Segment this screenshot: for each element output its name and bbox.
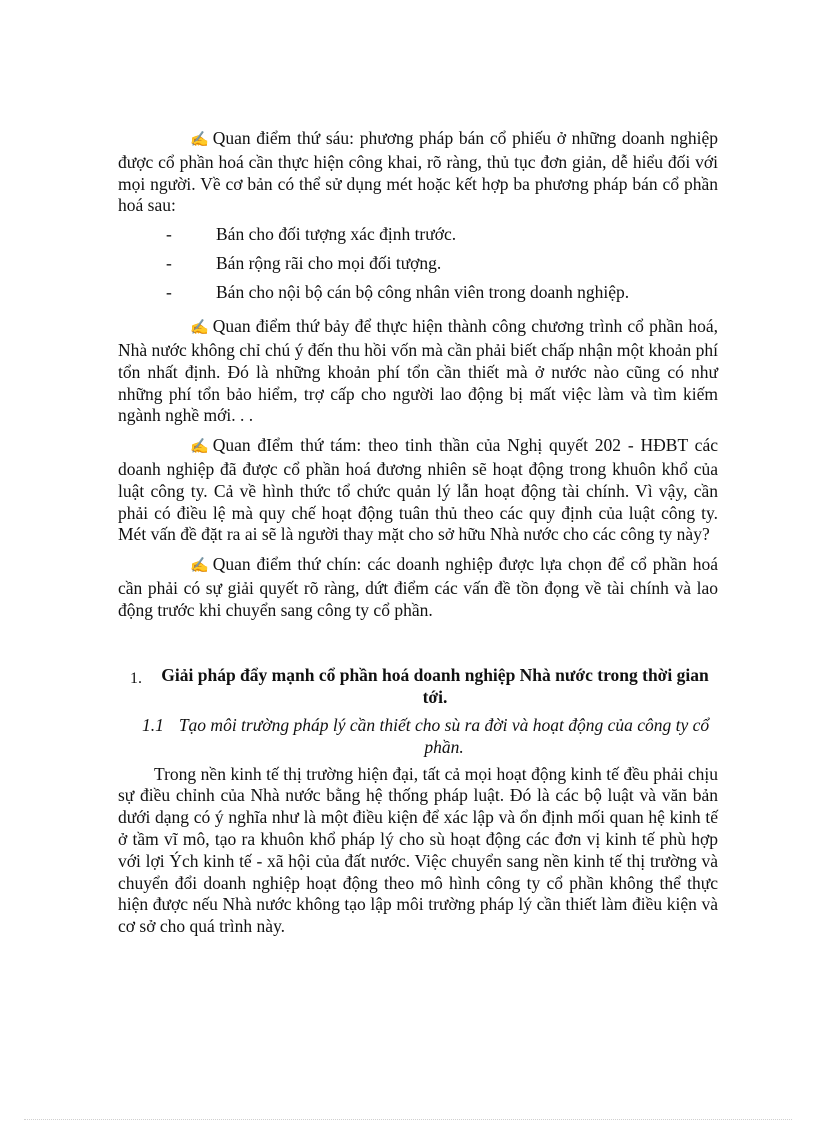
paragraph-view-nine xyxy=(118,554,718,621)
paragraph-view-seven-text: Quan điểm thứ bảy để thực hiện thành công chương trình cổ phần hoá, Nhà nước không chỉ chú ý đến thu hồi vốn mà cần phải biết chấp nhận một khoản phí tổn nhất định. Đó là những khoản phí tổn cần thiết mà ở nước nào cũng có như những phí tổn bảo hiểm, trợ cấp cho người lao động bị mất việc làm và tìm kiếm ngành nghề mới. . . xyxy=(118,316,718,426)
page-body xyxy=(118,128,718,938)
list-dash: - xyxy=(166,253,172,274)
section-number: 1. xyxy=(130,669,142,687)
subsection-number: 1.1 xyxy=(142,714,164,735)
paragraph-view-seven xyxy=(118,316,718,427)
writing-hand-icon: ✍ xyxy=(190,558,209,575)
list-dash: - xyxy=(166,282,172,303)
writing-hand-icon: ✍ xyxy=(190,439,209,456)
list-item-text: Bán cho đối tượng xác định trước. xyxy=(216,224,457,245)
subsection-title: Tạo môi trường pháp lý cần thiết cho sù ra đời và hoạt động của công ty cổ phần. xyxy=(178,714,710,757)
sale-methods-list xyxy=(118,223,718,310)
paragraph-view-six xyxy=(118,128,718,217)
writing-hand-icon: ✍ xyxy=(190,132,209,148)
page-bottom-divider xyxy=(24,1119,792,1120)
subsection-heading xyxy=(118,714,718,758)
list-item xyxy=(118,281,718,310)
list-item xyxy=(118,223,718,252)
paragraph-view-six-text: Quan điểm thứ sáu: phương pháp bán cổ phiếu ở những doanh nghiệp được cổ phần hoá cần thực hiện công khai, rõ ràng, thủ tục đơn giản, dễ hiểu đối với mọi người. Về cơ bản có thể sử dụng mét hoặc kết hợp ba phương pháp bán cổ phần hoá sau: xyxy=(118,128,718,216)
list-item-text: Bán rộng rãi cho mọi đối tượng. xyxy=(216,253,442,274)
list-item-text: Bán cho nội bộ cán bộ công nhân viên trong doanh nghiệp. xyxy=(216,282,630,303)
paragraph-view-nine-text: Quan điểm thứ chín: các doanh nghiệp được lựa chọn để cổ phần hoá cần phải có sự giải quyết rõ ràng, dứt điểm các vấn đề tồn đọng về tài chính và lao động trước khi chuyển sang công ty cổ phần. xyxy=(118,554,718,620)
paragraph-view-eight-text: Quan đIểm thứ tám: theo tinh thần của Nghị quyết 202 - HĐBT các doanh nghiệp đã được cổ phần hoá đương nhiên sẽ hoạt động trong khuôn khổ của luật công ty. Cả về hình thức tổ chức quản lý lẫn hoạt động tài chính. Vì vậy, cần phải có điều lệ mà quy chế hoạt động tuân thủ theo các quy định của luật công ty. Mét vấn đề đặt ra ai sẽ là người thay mặt cho sở hữu Nhà nước cho các công ty này? xyxy=(118,435,718,545)
writing-hand-icon: ✍ xyxy=(190,320,209,337)
list-dash: - xyxy=(166,224,172,245)
section-title: Giải pháp đẩy mạnh cổ phần hoá doanh nghiệp Nhà nước trong thời gian tới. xyxy=(161,664,709,707)
paragraph-view-eight xyxy=(118,435,718,546)
paragraph-legal-environment: Trong nền kinh tế thị trường hiện đại, tất cả mọi hoạt động kinh tế đều phải chịu sự điều chỉnh của Nhà nước bằng hệ thống pháp luật. Đó là các bộ luật và văn bản dưới dạng có ý nghĩa như là một điều kiện để xác lập và ổn định mối quan hệ kinh tế ở tầm vĩ mô, tạo ra khuôn khổ pháp lý cho sù hoạt động các đơn vị kinh tế phù hợp với lợi Ých kinh tế - xã hội của đất nước. Việc chuyển sang nền kinh tế thị trường và chuyển đổi doanh nghiệp hoạt động theo mô hình công ty cổ phần không thể thực hiện được nếu Nhà nước không tạo lập môi trường pháp lý cần thiết làm điều kiện và cơ sở cho quá trình này. xyxy=(118,763,718,937)
list-item xyxy=(118,252,718,281)
section-heading xyxy=(118,664,718,708)
